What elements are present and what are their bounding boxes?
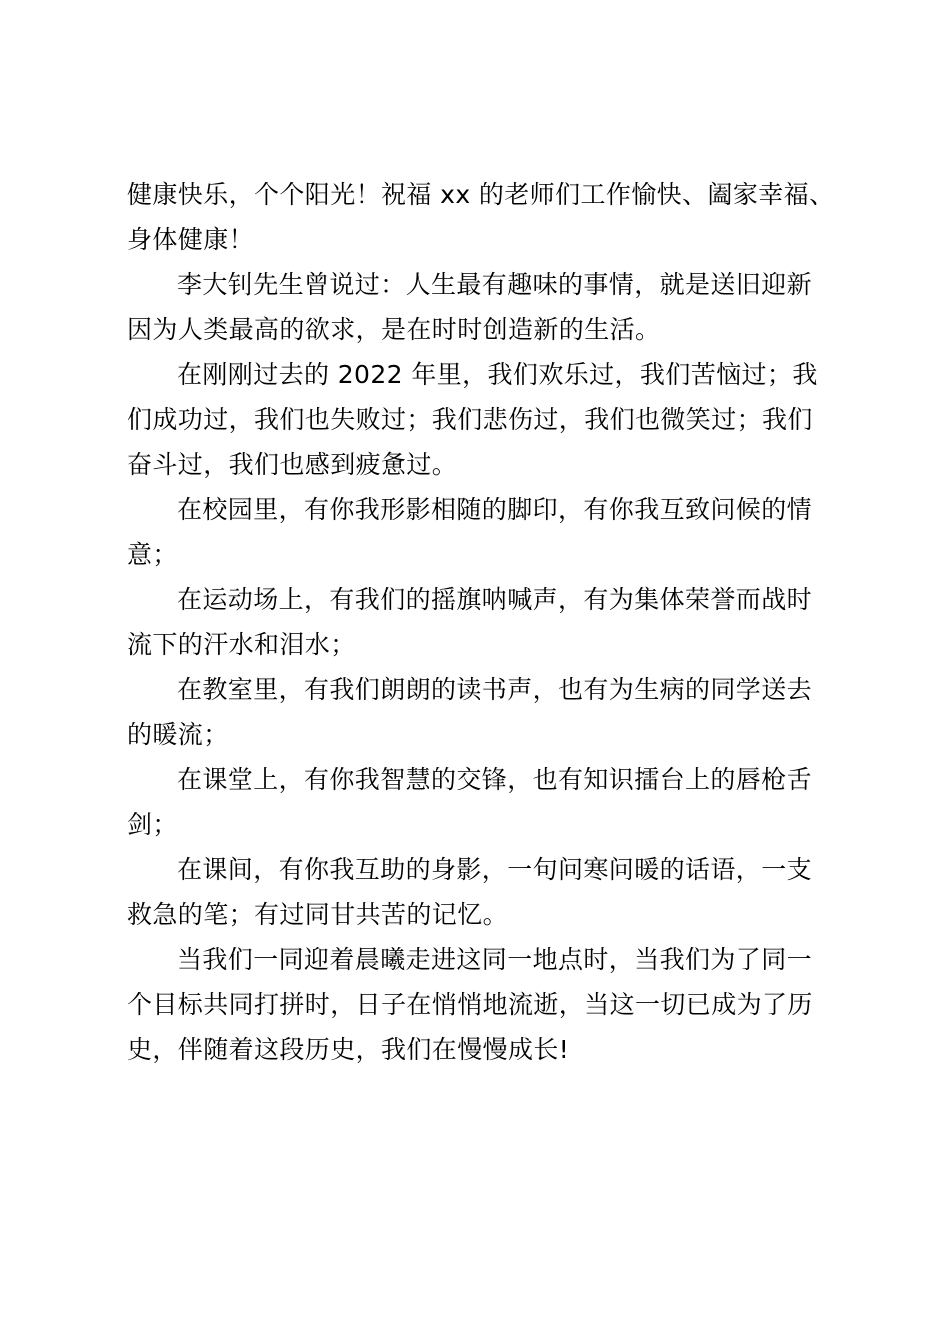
text-line: 当我们一同迎着晨曦走进这同一地点时，当我们为了同一	[177, 945, 813, 974]
text-line: 在课间，有你我互助的身影，一句问寒问暖的话语，一支	[177, 855, 813, 884]
text-line: 健康快乐，个个阳光！祝福 xx 的老师们工作愉快、阖家幸福、	[127, 180, 835, 209]
text-line: 在教室里，有我们朗朗的读书声，也有为生病的同学送去	[177, 675, 813, 704]
text-line: 因为人类最高的欲求，是在时时创造新的生活。	[127, 315, 661, 344]
text-line: 李大钊先生曾说过：人生最有趣味的事情，就是送旧迎新	[177, 270, 813, 299]
text-line: 身体健康！	[127, 225, 255, 254]
text-line: 剑；	[127, 810, 178, 839]
text-line: 个目标共同打拼时，日子在悄悄地流逝，当这一切已成为了历	[127, 990, 813, 1019]
text-line: 的暖流；	[127, 720, 229, 749]
body-text	[127, 172, 833, 1072]
text-line: 奋斗过，我们也感到疲惫过。	[127, 450, 458, 479]
text-line: 在运动场上，有我们的摇旗呐喊声，有为集体荣誉而战时	[177, 585, 813, 614]
text-line: 在课堂上，有你我智慧的交锋，也有知识擂台上的唇枪舌	[177, 765, 813, 794]
text-line: 史，伴随着这段历史，我们在慢慢成长!	[127, 1035, 570, 1064]
text-line: 在校园里，有你我形影相随的脚印，有你我互致问候的情	[177, 495, 813, 524]
text-line: 流下的汗水和泪水；	[127, 630, 356, 659]
text-line: 救急的笔；有过同甘共苦的记忆。	[127, 900, 509, 929]
text-line: 们成功过，我们也失败过；我们悲伤过，我们也微笑过；我们	[127, 405, 813, 434]
text-line: 在刚刚过去的 2022 年里，我们欢乐过，我们苦恼过；我	[177, 360, 818, 389]
text-line: 意；	[127, 540, 178, 569]
